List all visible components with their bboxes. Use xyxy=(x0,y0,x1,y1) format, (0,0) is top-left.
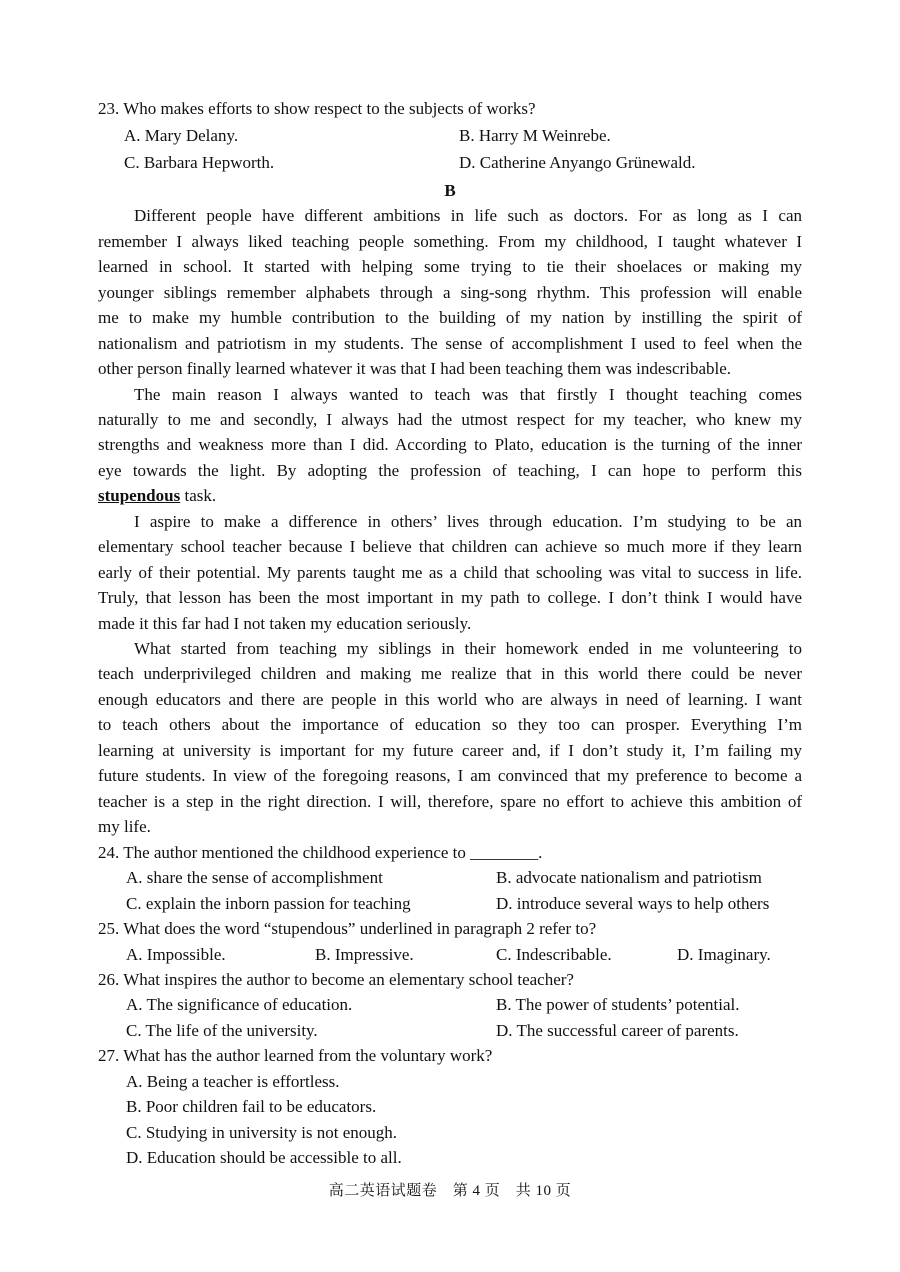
q26-option-a: A. The significance of education. xyxy=(126,995,353,1014)
underlined-word: stupendous xyxy=(98,486,181,505)
q26-stem: 26. What inspires the author to become an elementary school teacher? xyxy=(98,970,574,989)
passage-line: remember I always liked teaching people something. From my childhood, I taught whatever I xyxy=(98,232,802,251)
passage-line: The main reason I always wanted to teach was that firstly I thought teaching comes xyxy=(134,385,802,404)
q27-option-c: C. Studying in university is not enough. xyxy=(126,1123,398,1142)
passage-line: nationalism and patriotism in my students. The sense of accomplishment I used to feel when the xyxy=(98,334,802,353)
passage-line: eye towards the light. By adopting the profession of teaching, I can hope to perform this xyxy=(98,461,802,480)
passage-line: early of their potential. My parents taught me as a child that schooling was vital to success in life. xyxy=(98,563,802,582)
q26-option-c: C. The life of the university. xyxy=(126,1021,318,1040)
passage-line: younger siblings remember alphabets through a sing-song rhythm. This profession will enable xyxy=(98,283,802,302)
q23-option-a: A. Mary Delany. xyxy=(124,126,239,145)
passage-line: learned in school. It started with helping some trying to tie their shoelaces or making my xyxy=(98,257,802,276)
passage-line: to teach others about the importance of education so they too can prosper. Everything I’m xyxy=(98,715,802,734)
passage-line: Different people have different ambitions in life such as doctors. For as long as I can xyxy=(134,206,802,225)
page-footer: 高二英语试题卷 第 4 页 共 10 页 xyxy=(328,1183,572,1199)
passage-line: learning at university is important for my future career and, if I don’t study it, I’m failing my xyxy=(98,741,802,760)
q23-option-b: B. Harry M Weinrebe. xyxy=(459,126,611,145)
passage-line: I aspire to make a difference in others’ lives through education. I’m studying to be an xyxy=(134,512,802,531)
q27-option-a: A. Being a teacher is effortless. xyxy=(126,1072,340,1091)
passage-line: made it this far had I not taken my education seriously. xyxy=(98,614,472,633)
q27-option-b: B. Poor children fail to be educators. xyxy=(126,1097,377,1116)
passage-line: my life. xyxy=(98,817,151,836)
q23-stem: 23. Who makes efforts to show respect to the subjects of works? xyxy=(98,99,536,118)
passage-line: elementary school teacher because I believe that children can achieve so much more if they learn xyxy=(98,537,802,556)
passage-line: teacher is a step in the right direction. I will, therefore, spare no effort to achieve this ambition of xyxy=(98,792,802,811)
q23-option-d: D. Catherine Anyango Grünewald. xyxy=(459,153,696,172)
q24-option-a: A. share the sense of accomplishment xyxy=(126,868,383,887)
q27-stem: 27. What has the author learned from the voluntary work? xyxy=(98,1046,493,1065)
q25-option-d: D. Imaginary. xyxy=(677,945,771,964)
q25-stem: 25. What does the word “stupendous” underlined in paragraph 2 refer to? xyxy=(98,919,597,938)
q27-option-d: D. Education should be accessible to all. xyxy=(126,1148,402,1167)
q24-option-b: B. advocate nationalism and patriotism xyxy=(496,868,762,887)
passage-line: What started from teaching my siblings in their homework ended in me volunteering to xyxy=(134,639,802,658)
section-b-title: B xyxy=(444,181,456,200)
q24-option-d: D. introduce several ways to help others xyxy=(496,894,770,913)
passage-line xyxy=(98,483,216,508)
q26-option-d: D. The successful career of parents. xyxy=(496,1021,739,1040)
q25-option-c: C. Indescribable. xyxy=(496,945,612,964)
passage-line: naturally to me and secondly, I always had the utmost respect for my teacher, who knew my xyxy=(98,410,802,429)
q24-option-c: C. explain the inborn passion for teaching xyxy=(126,894,411,913)
passage-line-rest: task. xyxy=(180,486,217,505)
q23-option-c: C. Barbara Hepworth. xyxy=(124,153,275,172)
passage-line: other person finally learned whatever it was that I had been teaching them was indescribable. xyxy=(98,359,732,378)
q25-option-b: B. Impressive. xyxy=(315,945,414,964)
q26-option-b: B. The power of students’ potential. xyxy=(496,995,740,1014)
q25-option-a: A. Impossible. xyxy=(126,945,226,964)
passage-line: Truly, that lesson has been the most important in my path to college. I don’t think I would have xyxy=(98,588,802,607)
passage-line: teach underprivileged children and making me realize that in this world there could be never xyxy=(98,664,802,683)
q24-stem: 24. The author mentioned the childhood experience to ________. xyxy=(98,843,543,862)
passage-line: strengths and weakness more than I did. According to Plato, education is the turning of the inner xyxy=(98,435,802,454)
passage-line: me to make my humble contribution to the building of my nation by instilling the spirit of xyxy=(98,308,802,327)
passage-line: future students. In view of the foregoing reasons, I am convinced that my preference to become a xyxy=(98,766,802,785)
passage-line: enough educators and there are people in this world who are always in need of learning. I want xyxy=(98,690,802,709)
